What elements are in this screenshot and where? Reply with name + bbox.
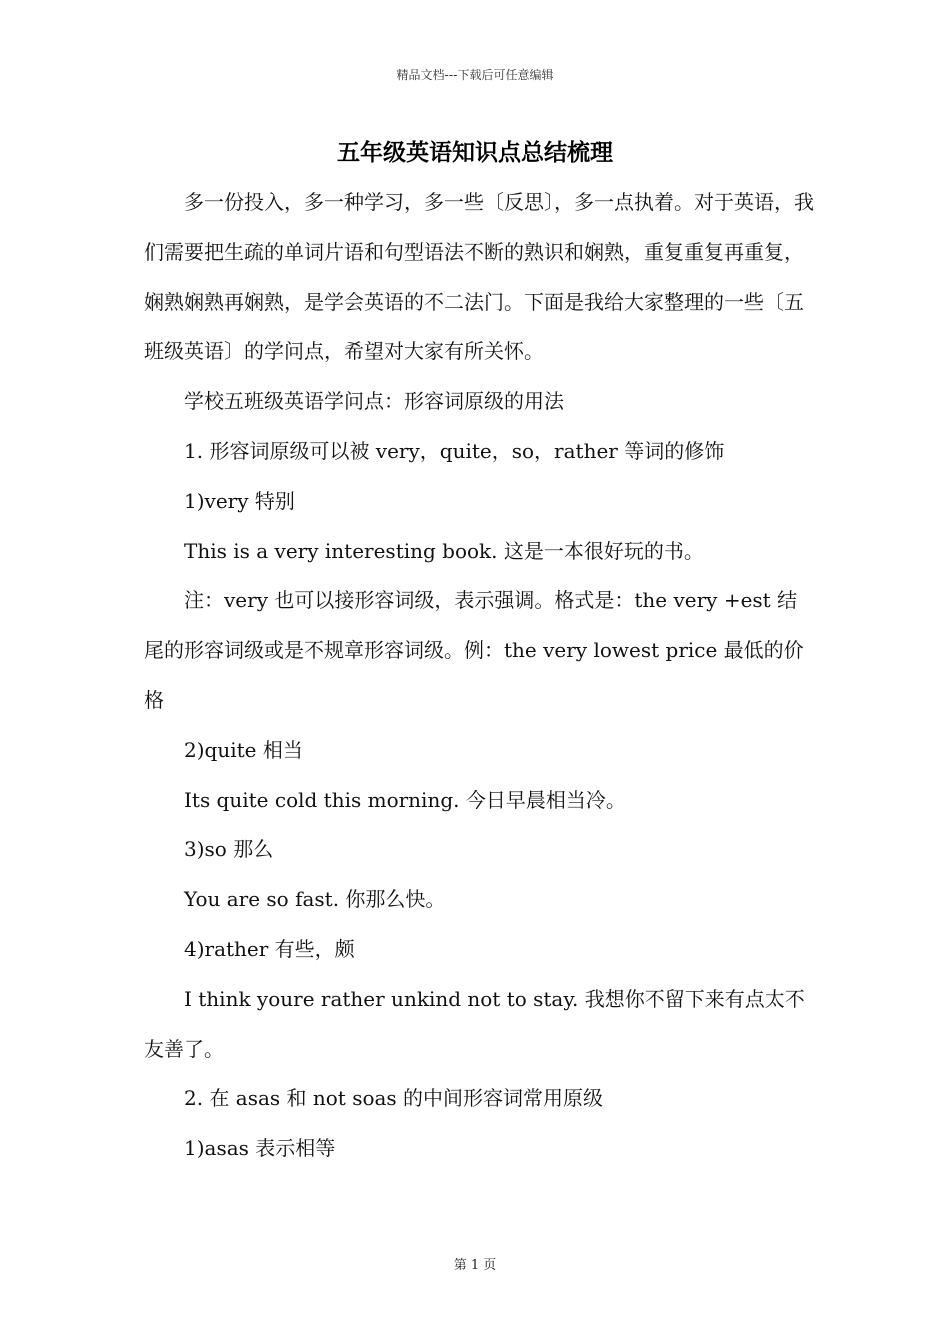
- paragraph-very: 1)very 特别: [184, 488, 295, 513]
- paragraph-rather: 4)rather 有些，颇: [184, 936, 355, 961]
- document-body: [144, 178, 814, 1174]
- paragraph-intro: 多一份投入，多一种学习，多一些〔反思〕，多一点执着。对于英语，我们需要把生疏的单词片语和句型语法不断的熟识和娴熟，重复重复再重复，娴熟娴熟再娴熟，是学会英语的不二法门。下面是我给大家整理的一些〔五班级英语〕的学问点，希望对大家有所关怀。: [144, 190, 814, 364]
- paragraph-section-heading: 学校五班级英语学问点：形容词原级的用法: [184, 389, 564, 414]
- paragraph-so-example: You are so fast. 你那么快。: [184, 887, 446, 912]
- page-header: 精品文档---下载后可任意编辑: [396, 68, 554, 82]
- paragraph-point-2: 2. 在 asas 和 not soas 的中间形容词常用原级: [184, 1086, 604, 1111]
- page-number: 第 1 页: [453, 1258, 497, 1273]
- paragraph-asas: 1)asas 表示相等: [184, 1136, 336, 1161]
- paragraph-rather-example: I think youre rather unkind not to stay. 我想你不留下来有点太不友善了。: [144, 986, 805, 1061]
- paragraph-so: 3)so 那么: [184, 837, 274, 862]
- paragraph-very-example: This is a very interesting book. 这是一本很好玩的书。: [184, 538, 704, 563]
- paragraph-very-note: 注：very 也可以接形容词级，表示强调。格式是：the very +est 结尾的形容词级或是不规章形容词级。例：the very lowest price 最低的价格: [144, 588, 804, 712]
- paragraph-point-1: 1. 形容词原级可以被 very，quite，so，rather 等词的修饰: [184, 438, 725, 463]
- document-title: 五年级英语知识点总结梳理: [337, 140, 613, 166]
- paragraph-quite-example: Its quite cold this morning. 今日早晨相当冷。: [184, 787, 626, 812]
- paragraph-quite: 2)quite 相当: [184, 737, 303, 762]
